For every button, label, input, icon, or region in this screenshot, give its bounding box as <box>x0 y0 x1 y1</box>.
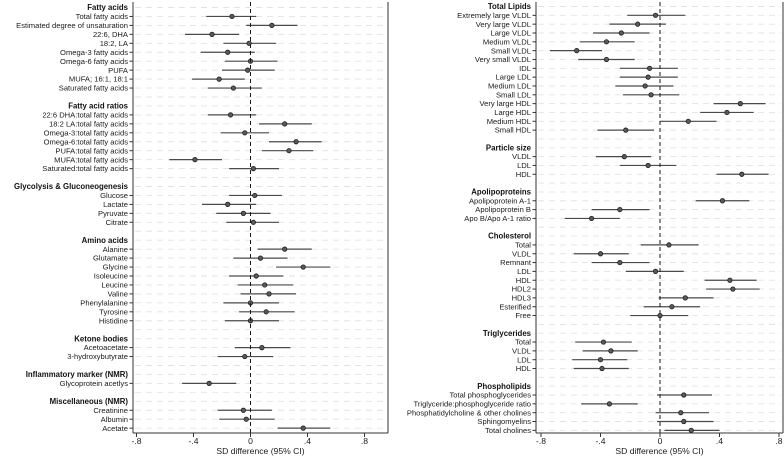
point-estimate <box>217 77 221 81</box>
point-estimate <box>258 256 262 260</box>
point-estimate <box>241 408 245 412</box>
point-estimate <box>226 202 230 206</box>
row-label: Acetoacetate <box>83 343 128 353</box>
row-label: Omega-6 fatty acids <box>60 56 128 66</box>
row-label: PUFA <box>108 65 128 75</box>
row-label: IDL <box>519 63 531 73</box>
point-estimate <box>575 48 579 52</box>
row-label: Valine <box>107 289 128 299</box>
point-estimate <box>244 417 248 421</box>
point-estimate <box>738 101 742 105</box>
point-estimate <box>283 122 287 126</box>
row-label: Very large HDL <box>479 99 531 109</box>
point-estimate <box>251 166 255 170</box>
row-label: 3-hydroxybutyrate <box>67 352 128 362</box>
section-header: Inflammatory marker (NMR) <box>25 370 128 380</box>
x-tick-label: -.4 <box>188 436 199 446</box>
section-header: Particle size <box>485 143 531 153</box>
row-label: HDL <box>515 275 531 285</box>
row-label: Lactate <box>103 200 128 209</box>
row-label: Total phosphoglycerides <box>449 390 531 400</box>
point-estimate <box>598 358 602 362</box>
point-estimate <box>686 119 690 123</box>
point-estimate <box>267 292 271 296</box>
x-tick-label: 0 <box>657 436 663 446</box>
point-estimate <box>245 68 249 72</box>
row-label: Large LDL <box>495 72 531 82</box>
section-header: Miscellaneous (NMR) <box>49 396 128 406</box>
section-header: Phospholipids <box>477 381 531 391</box>
row-label: Glucose <box>100 191 128 201</box>
row-label: Very large VLDL <box>475 19 531 29</box>
section-header: Ketone bodies <box>74 334 128 344</box>
row-label: Acetate <box>102 423 128 433</box>
point-estimate <box>263 283 267 287</box>
section-header: Cholesterol <box>488 231 531 241</box>
point-estimate <box>683 296 687 300</box>
point-estimate <box>193 157 197 161</box>
row-label: Creatinine <box>93 405 128 415</box>
row-label: Phosphatidylcholine & other cholines <box>406 408 531 418</box>
point-estimate <box>598 252 602 256</box>
point-estimate <box>618 260 622 264</box>
point-estimate <box>740 172 744 176</box>
point-estimate <box>653 13 657 17</box>
point-estimate <box>619 31 623 35</box>
point-estimate <box>622 154 626 158</box>
point-estimate <box>667 243 671 247</box>
point-estimate <box>649 93 653 97</box>
row-label: Glutamate <box>92 253 128 263</box>
row-label: Citrate <box>105 217 128 227</box>
row-label: VLDL <box>512 249 531 259</box>
point-estimate <box>283 247 287 251</box>
row-label: LDL <box>517 267 531 276</box>
point-estimate <box>301 265 305 269</box>
point-estimate <box>670 305 674 309</box>
row-label: Alanine <box>102 244 128 254</box>
point-estimate <box>604 40 608 44</box>
row-label: Sphingomyelins <box>477 417 531 427</box>
point-estimate <box>243 354 247 358</box>
row-label: Omega-3 fatty acids <box>60 47 128 57</box>
row-label: Free <box>515 311 531 321</box>
point-estimate <box>253 193 257 197</box>
point-estimate <box>230 14 234 18</box>
row-label: PUFA:total fatty acids <box>55 146 128 156</box>
row-label: Triglyceride:phosphoglyceride ratio <box>413 399 531 409</box>
section-header: Amino acids <box>81 235 128 245</box>
row-label: Total <box>514 337 531 347</box>
x-tick-label: .8 <box>360 436 369 446</box>
point-estimate <box>720 199 724 203</box>
row-label: Glycine <box>102 262 128 272</box>
row-label: Apolipoprotein A-1 <box>468 196 531 206</box>
section-header: Glycolysis & Gluconeogenesis <box>14 182 128 192</box>
row-label: Esterified <box>499 302 531 312</box>
section-header: Apolipoproteins <box>471 187 531 197</box>
row-label: Small HDL <box>494 125 531 135</box>
point-estimate <box>604 57 608 61</box>
point-estimate <box>210 32 214 36</box>
row-label: Isoleucine <box>93 271 128 281</box>
x-axis-title: SD difference (95% CI) <box>216 446 305 456</box>
row-label: Total fatty acids <box>75 12 128 22</box>
row-label: HDL <box>515 169 531 179</box>
point-estimate <box>270 23 274 27</box>
point-estimate <box>647 66 651 70</box>
x-tick-label: -.4 <box>595 436 606 446</box>
point-estimate <box>600 366 604 370</box>
point-estimate <box>228 113 232 117</box>
row-label: MUFA; 16:1, 18:1 <box>68 74 128 84</box>
point-estimate <box>251 220 255 224</box>
point-estimate <box>294 140 298 144</box>
point-estimate <box>689 428 693 432</box>
row-label: Estimated degree of unsaturation <box>16 21 128 30</box>
x-tick-label: 0 <box>248 436 253 446</box>
row-label: Total <box>514 240 531 250</box>
row-label: Medium HDL <box>486 116 531 126</box>
point-estimate <box>241 211 245 215</box>
point-estimate <box>254 274 258 278</box>
point-estimate <box>653 269 657 273</box>
section-header: Triglycerides <box>482 328 531 338</box>
row-label: Pyruvate <box>98 208 128 218</box>
row-label: Glycoprotein acetlys <box>59 379 128 388</box>
point-estimate <box>643 84 647 88</box>
row-label: LDL <box>517 161 531 171</box>
point-estimate <box>601 340 605 344</box>
row-label: HDL3 <box>511 293 531 303</box>
row-label: Remnant <box>500 258 531 268</box>
row-label: Albumin <box>100 414 128 424</box>
row-label: Large HDL <box>494 108 531 118</box>
row-label: VLDL <box>512 152 531 162</box>
row-label: Leucine <box>101 280 128 290</box>
row-label: Very small VLDL <box>474 55 531 65</box>
row-label: Saturated:total fatty acids <box>42 164 128 174</box>
x-tick-label: -.8 <box>535 436 547 446</box>
point-estimate <box>646 163 650 167</box>
row-label: 22:6 DHA:total fatty acids <box>42 110 128 120</box>
x-tick-label: .4 <box>303 436 312 446</box>
x-tick-label: .8 <box>775 436 783 446</box>
row-label: Medium LDL <box>487 81 531 91</box>
row-label: VLDL <box>512 346 531 356</box>
row-label: 22:6, DHA <box>92 29 128 39</box>
row-label: 18:2 LA:total fatty acids <box>49 119 128 129</box>
x-tick-label: -.8 <box>131 436 142 446</box>
point-estimate <box>301 426 305 430</box>
row-label: MUFA:total fatty acids <box>54 155 128 165</box>
row-label: Large VLDL <box>490 28 531 38</box>
point-estimate <box>682 393 686 397</box>
point-estimate <box>207 381 211 385</box>
point-estimate <box>243 131 247 135</box>
section-header: Fatty acids <box>87 3 128 13</box>
row-label: Apo B/Apo A-1 ratio <box>464 214 531 224</box>
row-label: 18:2, LA <box>99 38 128 48</box>
point-estimate <box>226 50 230 54</box>
point-estimate <box>609 349 613 353</box>
point-estimate <box>731 287 735 291</box>
row-label: Small LDL <box>495 90 531 100</box>
row-label: Extremely large VLDL <box>457 10 531 20</box>
point-estimate <box>682 419 686 423</box>
row-label: Histidine <box>98 316 128 326</box>
point-estimate <box>260 345 264 349</box>
row-label: Omega-3:total fatty acids <box>43 128 128 138</box>
point-estimate <box>231 86 235 90</box>
x-axis-title: SD difference (95% CI) <box>615 446 704 456</box>
row-label: Small VLDL <box>490 46 531 56</box>
point-estimate <box>264 310 268 314</box>
point-estimate <box>287 149 291 153</box>
row-label: Medium VLDL <box>482 37 531 47</box>
row-label: HDL2 <box>511 284 531 294</box>
section-header: Fatty acid ratios <box>68 101 128 111</box>
point-estimate <box>589 216 593 220</box>
point-estimate <box>725 110 729 114</box>
row-label: Apolipoprotein B <box>475 205 531 215</box>
x-tick-label: .4 <box>715 436 724 446</box>
point-estimate <box>728 278 732 282</box>
row-label: Tyrosine <box>99 307 128 317</box>
row-label: Total cholines <box>484 425 531 435</box>
point-estimate <box>635 22 639 26</box>
row-label: LDL <box>517 355 531 365</box>
row-label: Phenylalanine <box>80 298 128 308</box>
row-label: Saturated fatty acids <box>58 83 128 93</box>
point-estimate <box>646 75 650 79</box>
point-estimate <box>679 410 683 414</box>
section-header: Total Lipids <box>487 2 531 12</box>
point-estimate <box>618 207 622 211</box>
point-estimate <box>607 402 611 406</box>
point-estimate <box>624 128 628 132</box>
row-label: HDL <box>515 364 531 374</box>
row-label: Omega-6:total fatty acids <box>43 137 128 147</box>
